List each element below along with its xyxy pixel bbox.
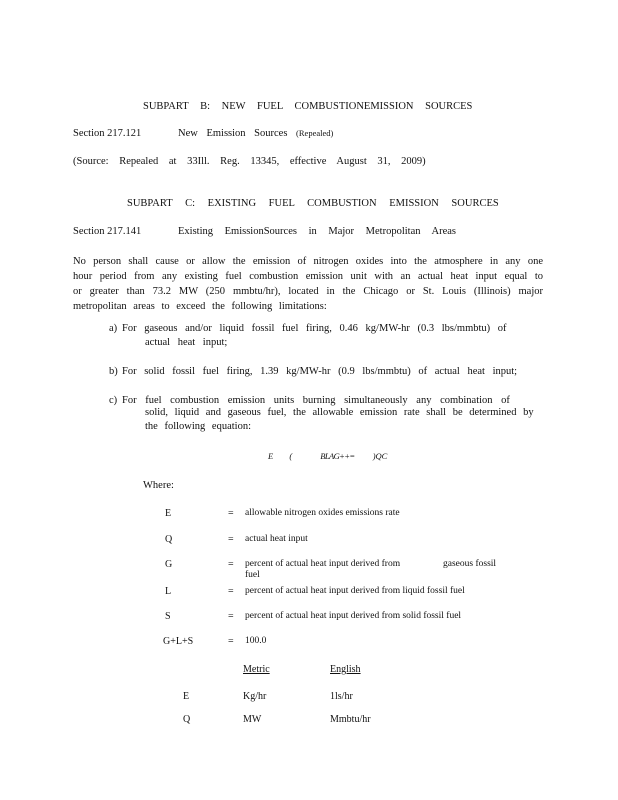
definition-symbol: E — [165, 508, 172, 519]
units-row-symbol: Q — [183, 714, 191, 725]
definition-row — [165, 559, 172, 570]
definition-row — [165, 586, 171, 597]
item-a-label: a) — [109, 323, 118, 334]
definition-row — [163, 636, 193, 647]
item-c-line2: solid, liquid and gaseous fuel, the allowable emission rate shall be determined by — [145, 407, 534, 418]
units-row-metric: Kg/hr — [243, 691, 267, 702]
definition-row — [165, 508, 171, 519]
definition-equals: = — [228, 534, 234, 545]
definition-symbol: G — [165, 559, 173, 570]
definition-text-continued: gaseous fossil — [443, 559, 497, 569]
section-217-141-number: Section 217.141 — [73, 226, 142, 237]
definition-symbol: G+L+S — [163, 636, 194, 647]
item-b-label: b) — [109, 366, 118, 377]
section-217-141-title: Existing EmissionSources in Major Metropolitan Areas — [178, 226, 457, 237]
units-row-metric: MW — [243, 714, 262, 725]
source-note: (Source: Repealed at 33Ill. Reg. 13345, effective August 31, 2009) — [73, 156, 426, 167]
definition-equals: = — [228, 636, 234, 647]
section-title: New Emission Sources — [178, 128, 288, 139]
definition-text: percent of actual heat input derived from liquid fossil fuel — [245, 586, 465, 596]
equation-middle: BLAG++= — [320, 451, 355, 461]
definition-row — [165, 611, 171, 622]
definition-equals: = — [228, 508, 234, 519]
subpart-b-heading: SUBPART B: NEW FUEL COMBUSTIONEMISSION SOURCES — [143, 101, 473, 112]
definition-symbol: S — [165, 611, 171, 622]
equation-left: E — [268, 451, 274, 461]
definition-equals: = — [228, 586, 234, 597]
definition-row — [165, 534, 172, 545]
section-number: Section 217.121 — [73, 128, 142, 139]
intro-paragraph: No person shall cause or allow the emission of nitrogen oxides into the atmosphere in any one hour period from any existing fuel combustion emission unit with an actual heat input equal to or greater than 73.2 MW (250 mmbtu/hr), located in the Chicago or St. Louis (Illinois) major metropolitan areas to exceed the following limitations: — [73, 256, 543, 312]
definition-symbol: Q — [165, 534, 173, 545]
definition-text: 100.0 — [245, 636, 267, 646]
definition-text: allowable nitrogen oxides emissions rate — [245, 508, 400, 518]
definition-text-wrap: fuel — [245, 570, 260, 580]
item-c-line1: For fuel combustion emission units burning simultaneously any combination of — [122, 395, 510, 406]
item-b-line1: For solid fossil fuel firing, 1.39 kg/MW-hr (0.9 lbs/mmbtu) of actual heat input; — [122, 366, 518, 377]
item-c-line3: the following equation: — [145, 421, 251, 432]
definition-text: percent of actual heat input derived from — [245, 559, 401, 569]
units-row-symbol: E — [183, 691, 190, 702]
section-217-121 — [73, 128, 141, 139]
definition-equals: = — [228, 559, 234, 570]
section-status: (Repealed) — [296, 128, 334, 138]
units-row-english: Mmbtu/hr — [330, 714, 371, 725]
item-c-label: c) — [109, 395, 118, 406]
equation — [268, 451, 387, 461]
units-header-metric: Metric — [243, 664, 270, 675]
definition-text: actual heat input — [245, 534, 308, 544]
section-217-121-title — [178, 128, 333, 139]
definition-symbol: L — [165, 586, 172, 597]
definition-equals: = — [228, 611, 234, 622]
units-row-english: 1ls/hr — [330, 691, 353, 702]
subpart-c-heading: SUBPART C: EXISTING FUEL COMBUSTION EMISSION SOURCES — [127, 198, 499, 209]
units-header-english: English — [330, 664, 361, 675]
where-label: Where: — [143, 480, 174, 491]
item-a-line2: actual heat input; — [145, 337, 228, 348]
definition-text: percent of actual heat input derived from solid fossil fuel — [245, 611, 462, 621]
equation-right: )QC — [372, 451, 388, 461]
item-a-line1: For gaseous and/or liquid fossil fuel firing, 0.46 kg/MW-hr (0.3 lbs/mmbtu) of — [122, 323, 507, 334]
equation-paren: ( — [289, 451, 293, 461]
